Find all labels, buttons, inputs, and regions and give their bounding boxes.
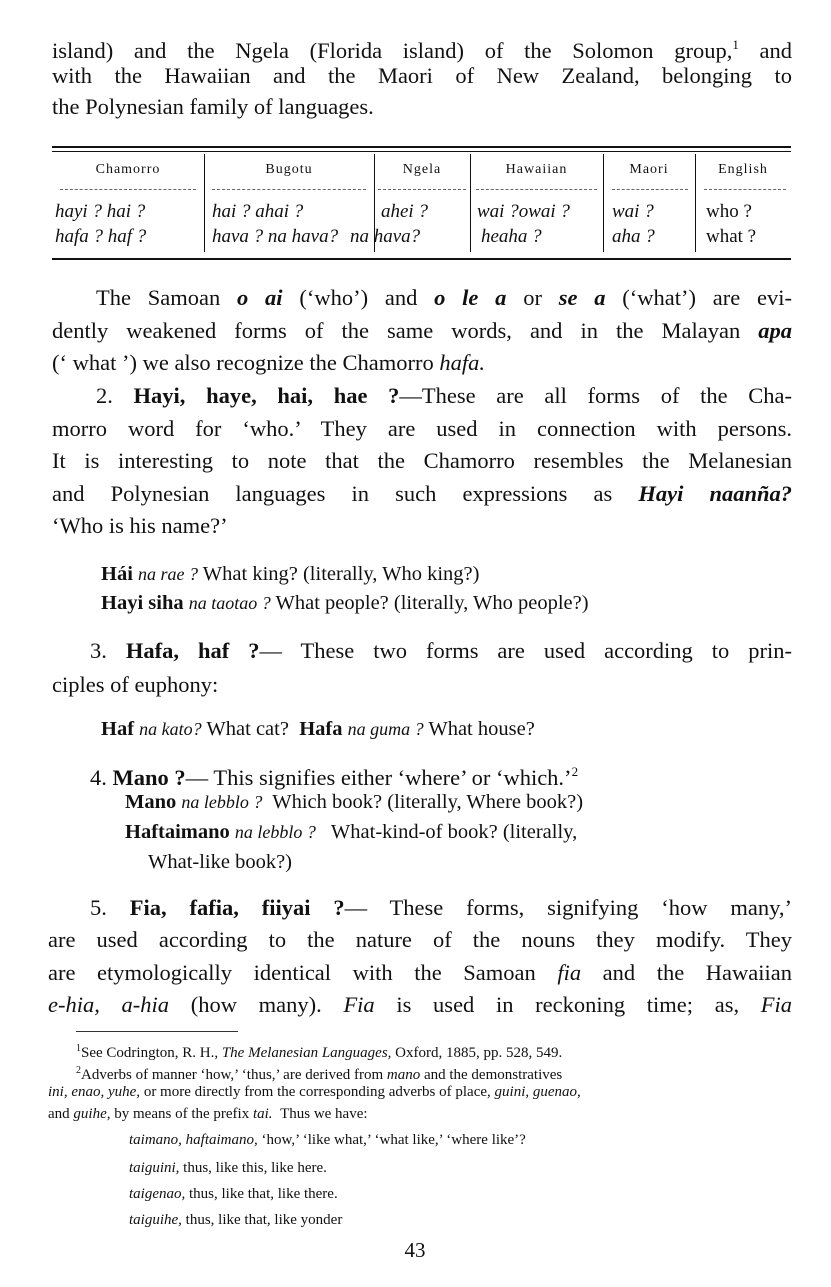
term: guini, guenao, [494,1084,581,1100]
term: Hái [101,563,133,585]
table-cell: hafa ? haf ? [55,226,147,247]
table-cell: hava ? na hava? [212,226,339,247]
section-2-example-2 [101,588,791,618]
section-2-line-1 [96,381,792,411]
header-underline [212,189,366,190]
table-cell: who ? [706,201,752,222]
table-top-rule [52,146,791,148]
table-cell: hai ? ahai ? [212,201,304,222]
section-heading: Hafa, haf ? [125,638,260,663]
section-4-example-2-cont: What-like book?) [148,851,293,873]
text: (‘ what ’) we also recognize the Chamorro [52,350,434,375]
section-4-example-1 [125,787,791,817]
section-heading: Mano ? [112,765,186,790]
section-3-line-2: ciples of euphony: [52,672,219,697]
section-2-line-4 [52,479,792,509]
text: dently weakened forms of the same words, and in the Malayan [52,318,741,343]
text: What king? (literally, Who king?) [202,563,480,585]
text: — This signifies either ‘where’ or ‘which.’ [185,765,572,790]
table-cell: wai ?owai ? [477,201,570,222]
text: ‘how,’ ‘like what,’ ‘what like,’ ‘where like’? [261,1132,526,1148]
text: and the demonstratives [423,1067,563,1083]
text: is used in reckoning time; as, [396,992,740,1017]
text: or more directly from the corresponding adverbs of place, [143,1084,491,1100]
term: taigenao, [129,1186,186,1202]
term: Mano [125,791,177,813]
text: See Codrington, R. H., [81,1045,219,1061]
term: Fia [760,992,793,1017]
term: o ai [237,285,283,310]
section-heading: Fia, fafia, fiiyai ? [129,895,345,920]
section-4-example-2 [125,817,791,847]
text: (‘who’) and [299,285,418,310]
samoan-line-3 [52,348,792,378]
text: What people? (literally, Who people?) [275,592,589,614]
term: taimano, haftaimano, [129,1132,258,1148]
term: na guma ? [347,719,424,739]
section-5-line-2: are used according to the nature of the nouns they modify. They [48,927,792,952]
text: (how many). [190,992,322,1017]
table-bottom-rule [52,258,791,260]
text: —These are all forms of the Cha- [399,383,792,408]
term: na taotao ? [188,593,271,613]
text: What house? [428,718,535,740]
section-3-examples [101,714,791,744]
text: thus, like that, like there. [189,1186,338,1202]
section-3-line-1 [90,636,792,666]
table-cell: aha ? [612,226,655,247]
text: Oxford, 1885, pp. 528, 549. [395,1045,563,1061]
text: and Polynesian languages in such expressions as [52,481,613,506]
text: Thus we have: [280,1106,368,1122]
section-2-line-3: It is interesting to note that the Chamorro resembles the Melanesian [52,448,792,473]
text: thus, like this, like here. [183,1160,327,1176]
section-number: 2. [96,383,113,408]
term: Haf [101,718,135,740]
term: mano [386,1067,421,1083]
text: by means of the prefix [114,1106,250,1122]
term: na lebblo ? [181,792,263,812]
section-5-line-3 [48,958,792,988]
section-number: 3. [90,638,107,663]
text: thus, like that, like yonder [185,1212,343,1228]
section-5-line-1 [90,893,792,923]
term: Haftaimano [125,821,230,843]
footnote-rule [76,1031,238,1032]
text: and [759,38,792,63]
language-comparison-table [52,146,791,263]
table-cell: wai ? [612,201,654,222]
text: Adverbs of manner ‘how,’ ‘thus,’ are derived from [81,1067,384,1083]
term: fia [557,960,582,985]
section-heading: Hayi, haye, hai, hae ? [133,383,400,408]
intro-line-2: with the Hawaiian and the Maori of New Zealand, belonging to [52,63,792,88]
header-underline [60,189,196,190]
term: na kato? [139,719,202,739]
footnote-example-1 [129,1130,526,1151]
term: Hayi naanña? [638,481,793,506]
term: na rae ? [138,564,199,584]
term: Hafa [299,718,343,740]
term: guihe, [73,1106,111,1122]
table-cell: hayi ? hai ? [55,201,146,222]
table-top-rule-thin [52,151,791,152]
text: are etymologically identical with the Samoan [48,960,536,985]
footnote-2-line-3 [48,1104,368,1125]
text: The Samoan [96,285,221,310]
header-english: English [718,162,768,177]
text: and [48,1106,70,1122]
term: e-hia, a-hia [48,992,170,1017]
term: taiguini, [129,1160,180,1176]
section-number: 4. [90,765,107,790]
header-underline [476,189,597,190]
text: What-kind-of book? (literally, [330,821,578,843]
text: — These forms, signifying ‘how many,’ [344,895,793,920]
term: o le a [434,285,507,310]
section-2-example-1 [101,559,791,589]
header-bugotu: Bugotu [265,162,313,177]
section-2-line-5: ‘Who is his name?’ [52,513,228,538]
footnote-example-3 [129,1184,338,1205]
text: — These two forms are used according to prin- [259,638,793,663]
footnote-marker: 1 [76,1043,81,1054]
header-underline [378,189,466,190]
section-number: 5. [90,895,107,920]
footnote-2-line-2 [48,1082,581,1103]
header-maori: Maori [629,162,669,177]
text: (‘what’) are evi- [622,285,792,310]
table-cell: ahei ? [381,201,428,222]
footnote-ref-1: 1 [732,37,739,52]
term: Fia [343,992,375,1017]
intro-line-3: the Polynesian family of languages. [52,94,374,119]
text: or [523,285,542,310]
samoan-line-1 [96,283,792,313]
header-hawaiian: Hawaiian [505,162,568,177]
header-chamorro: Chamorro [95,162,161,177]
term: apa [758,318,793,343]
table-cell: heaha ? [481,226,542,247]
section-2-line-2: morro word for ‘who.’ They are used in connection with persons. [52,416,792,441]
footnote-ref-2: 2 [571,764,579,779]
text: island) and the Ngela (Florida island) of the Solomon group, [52,38,733,63]
footnote-example-2 [129,1158,327,1179]
term: taiguihe, [129,1212,182,1228]
section-5-line-4 [48,990,792,1020]
term: tai. [252,1106,273,1122]
text: Which book? (literally, Where book?) [272,791,584,813]
term: na lebblo ? [234,822,316,842]
table-cell: what ? [706,226,757,247]
header-underline [704,189,786,190]
text: What cat? [206,718,289,740]
footnote-example-4 [129,1210,342,1231]
text: and the Hawaiian [602,960,793,985]
page-number: 43 [404,1238,426,1262]
book-title: The Melanesian Languages, [221,1045,392,1061]
footnote-marker: 2 [76,1065,81,1076]
header-ngela: Ngela [402,162,442,177]
table-cell: na hava? [350,226,421,247]
term: hafa. [439,350,485,375]
term: se a [558,285,606,310]
term: ini, enao, yuhe, [48,1084,141,1100]
samoan-line-2 [52,316,792,346]
term: Hayi siha [101,592,184,614]
header-underline [612,189,688,190]
